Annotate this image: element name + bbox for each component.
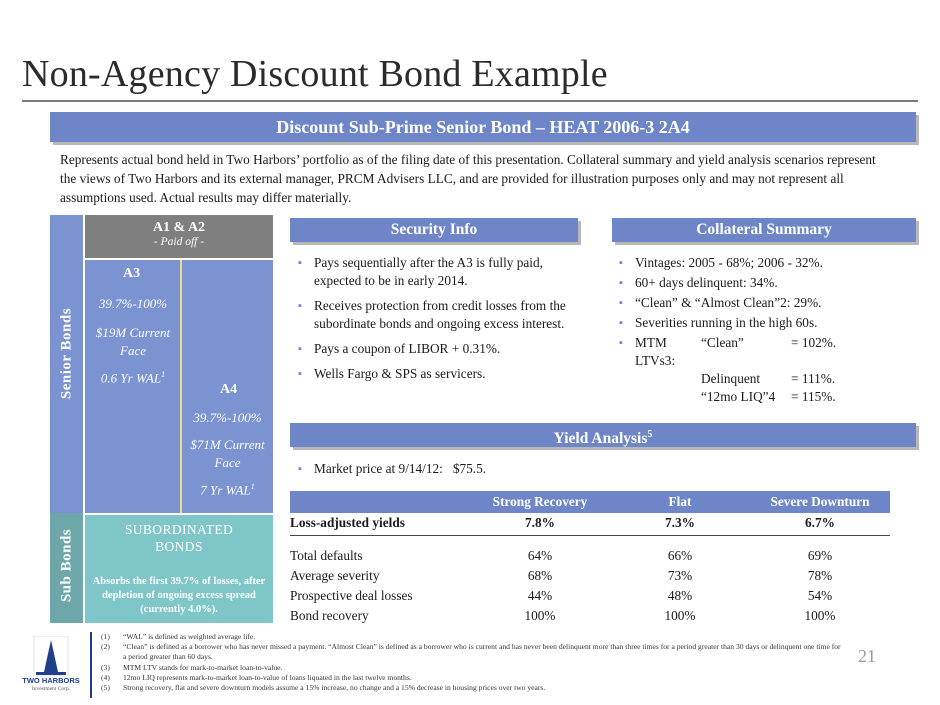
subordinated-tranche (85, 515, 273, 623)
intro-text: Represents actual bond held in Two Harbors’ portfolio as of the filing date of this presentation. Collateral summary and yield analysis scenarios represent the views of Two Harbors and its external manager, PRCM Advisers LLC, and are provided for illustration purposes only and may not represent all assumptions used. Actual results may differ materially. (60, 152, 876, 205)
banner: Discount Sub-Prime Senior Bond – HEAT 2006-3 2A4 (50, 112, 916, 142)
collateral-list (617, 254, 907, 406)
page-number: 21 (858, 646, 876, 666)
table-row: Prospective deal losses 44% 48% 54% (290, 588, 833, 603)
market-price-value: $75.5. (452, 461, 487, 476)
mtm-row-label: “Clean” (701, 335, 744, 350)
collateral-summary-header: Collateral Summary (612, 218, 916, 242)
yield-table-header (290, 491, 890, 513)
title-rule (22, 100, 918, 102)
a3-wal: 0.6 Yr WAL$^1$ (100, 370, 166, 386)
a3-range: 39.7%-100% (98, 296, 168, 311)
a4-face: $71M Current Face (190, 437, 265, 470)
mtm-row-value: = 115%. (791, 389, 836, 404)
yield-analysis-header: Yield Analysis$^5$ (290, 423, 916, 447)
a3-face: $19M Current Face (95, 325, 171, 358)
list-item: ▪ “Clean” & “Almost Clean”2: 29%. (617, 294, 907, 312)
list-item: ▪ Severities running in the high 60s. (617, 314, 907, 332)
list-item: ▪ Pays a coupon of LIBOR + 0.31%. (296, 340, 582, 358)
list-item: ▪ Receives protection from credit losses from the subordinate bonds and ongoing excess interest. (296, 297, 582, 333)
col-header: Strong Recovery (492, 494, 588, 509)
list-item: ▪ 60+ days delinquent: 34%. (617, 274, 907, 292)
sub-bonds-strip (50, 513, 83, 623)
a1a2-note: - Paid off - (153, 236, 205, 248)
a4-title: A4 (220, 382, 238, 397)
a1a2-title: A1 & A2 (152, 220, 206, 235)
mtm-label: ▪ MTM LTVs3: (635, 335, 676, 368)
sub-bonds-label: Sub Bonds (58, 528, 75, 603)
footer-rule (90, 632, 92, 698)
col-header: Flat (668, 494, 692, 509)
table-row: Loss-adjusted yields 7.8% 7.3% 6.7% (290, 513, 890, 536)
two-harbors-logo (20, 636, 82, 700)
a3-tranche (85, 260, 181, 513)
mtm-row-label: Delinquent (701, 371, 761, 386)
security-info-list (296, 254, 582, 390)
market-price-label: Market price at 9/14/12: (314, 461, 443, 476)
sub-title: SUBORDINATED BONDS (124, 522, 234, 554)
mtm-row-value: = 102%. (791, 335, 837, 350)
col-header (290, 491, 470, 513)
mtm-row-label: “12mo LIQ”4 (701, 389, 776, 404)
market-price (296, 460, 696, 485)
a4-range: 39.7%-100% (193, 410, 262, 425)
a1-a2-tranche (85, 215, 273, 258)
a4-tranche (182, 260, 273, 513)
list-item: ▪ Pays sequentially after the A3 is fully paid, expected to be in early 2014. (296, 254, 582, 290)
footnote: (3) MTM LTV stands for mark-to-market loan-to-value. (101, 662, 283, 672)
a4-wal: 7 Yr WAL$^1$ (200, 482, 255, 498)
mtm-ltv-item (617, 334, 907, 406)
list-item: ▪ Wells Fargo & SPS as servicers. (296, 365, 582, 383)
table-row: Total defaults 64% 66% 69% (290, 548, 833, 563)
table-row: Bond recovery 100% 100% 100% (290, 608, 836, 623)
senior-bonds-label: Senior Bonds (58, 307, 75, 400)
footnote: (5) Strong recovery, flat and severe downturn models assume a 15% increase, no change and a 15% decrease in housing prices over two years. (101, 683, 546, 693)
footnotes (101, 632, 841, 693)
list-item: ▪ Vintages: 2005 - 68%; 2006 - 32%. (617, 254, 907, 272)
footnote: (1) “WAL” is defined as weighted average life. (101, 632, 256, 641)
a3-title: A3 (123, 266, 141, 281)
footnote: (4) 12mo LIQ represents mark-to-market loan-to-value of loans liquated in the last twelve months. (101, 672, 412, 682)
logo-sub: Investment Corp. (31, 686, 71, 692)
logo-text: TWO HARBORS (22, 676, 80, 685)
yield-table (290, 513, 890, 626)
mtm-row-value: = 111%. (791, 371, 836, 386)
page-title: Non-Agency Discount Bond Example (22, 53, 608, 95)
footnote: (2) “Clean” is defined as a borrower who has never missed a payment. “Almost Clean” is defined as a borrower who is current and has never been delinquent more than three times for a period greater than 30 days or delinquent one time for a period greater than 60 days. (101, 642, 841, 662)
security-info-header: Security Info (290, 218, 578, 242)
col-header: Severe Downturn (770, 494, 870, 509)
table-row: Average severity 68% 73% 78% (290, 568, 833, 583)
sub-desc: Absorbs the first 39.7% of losses, after depletion of ongoing excess spread (currently 4.0%). (92, 576, 266, 615)
